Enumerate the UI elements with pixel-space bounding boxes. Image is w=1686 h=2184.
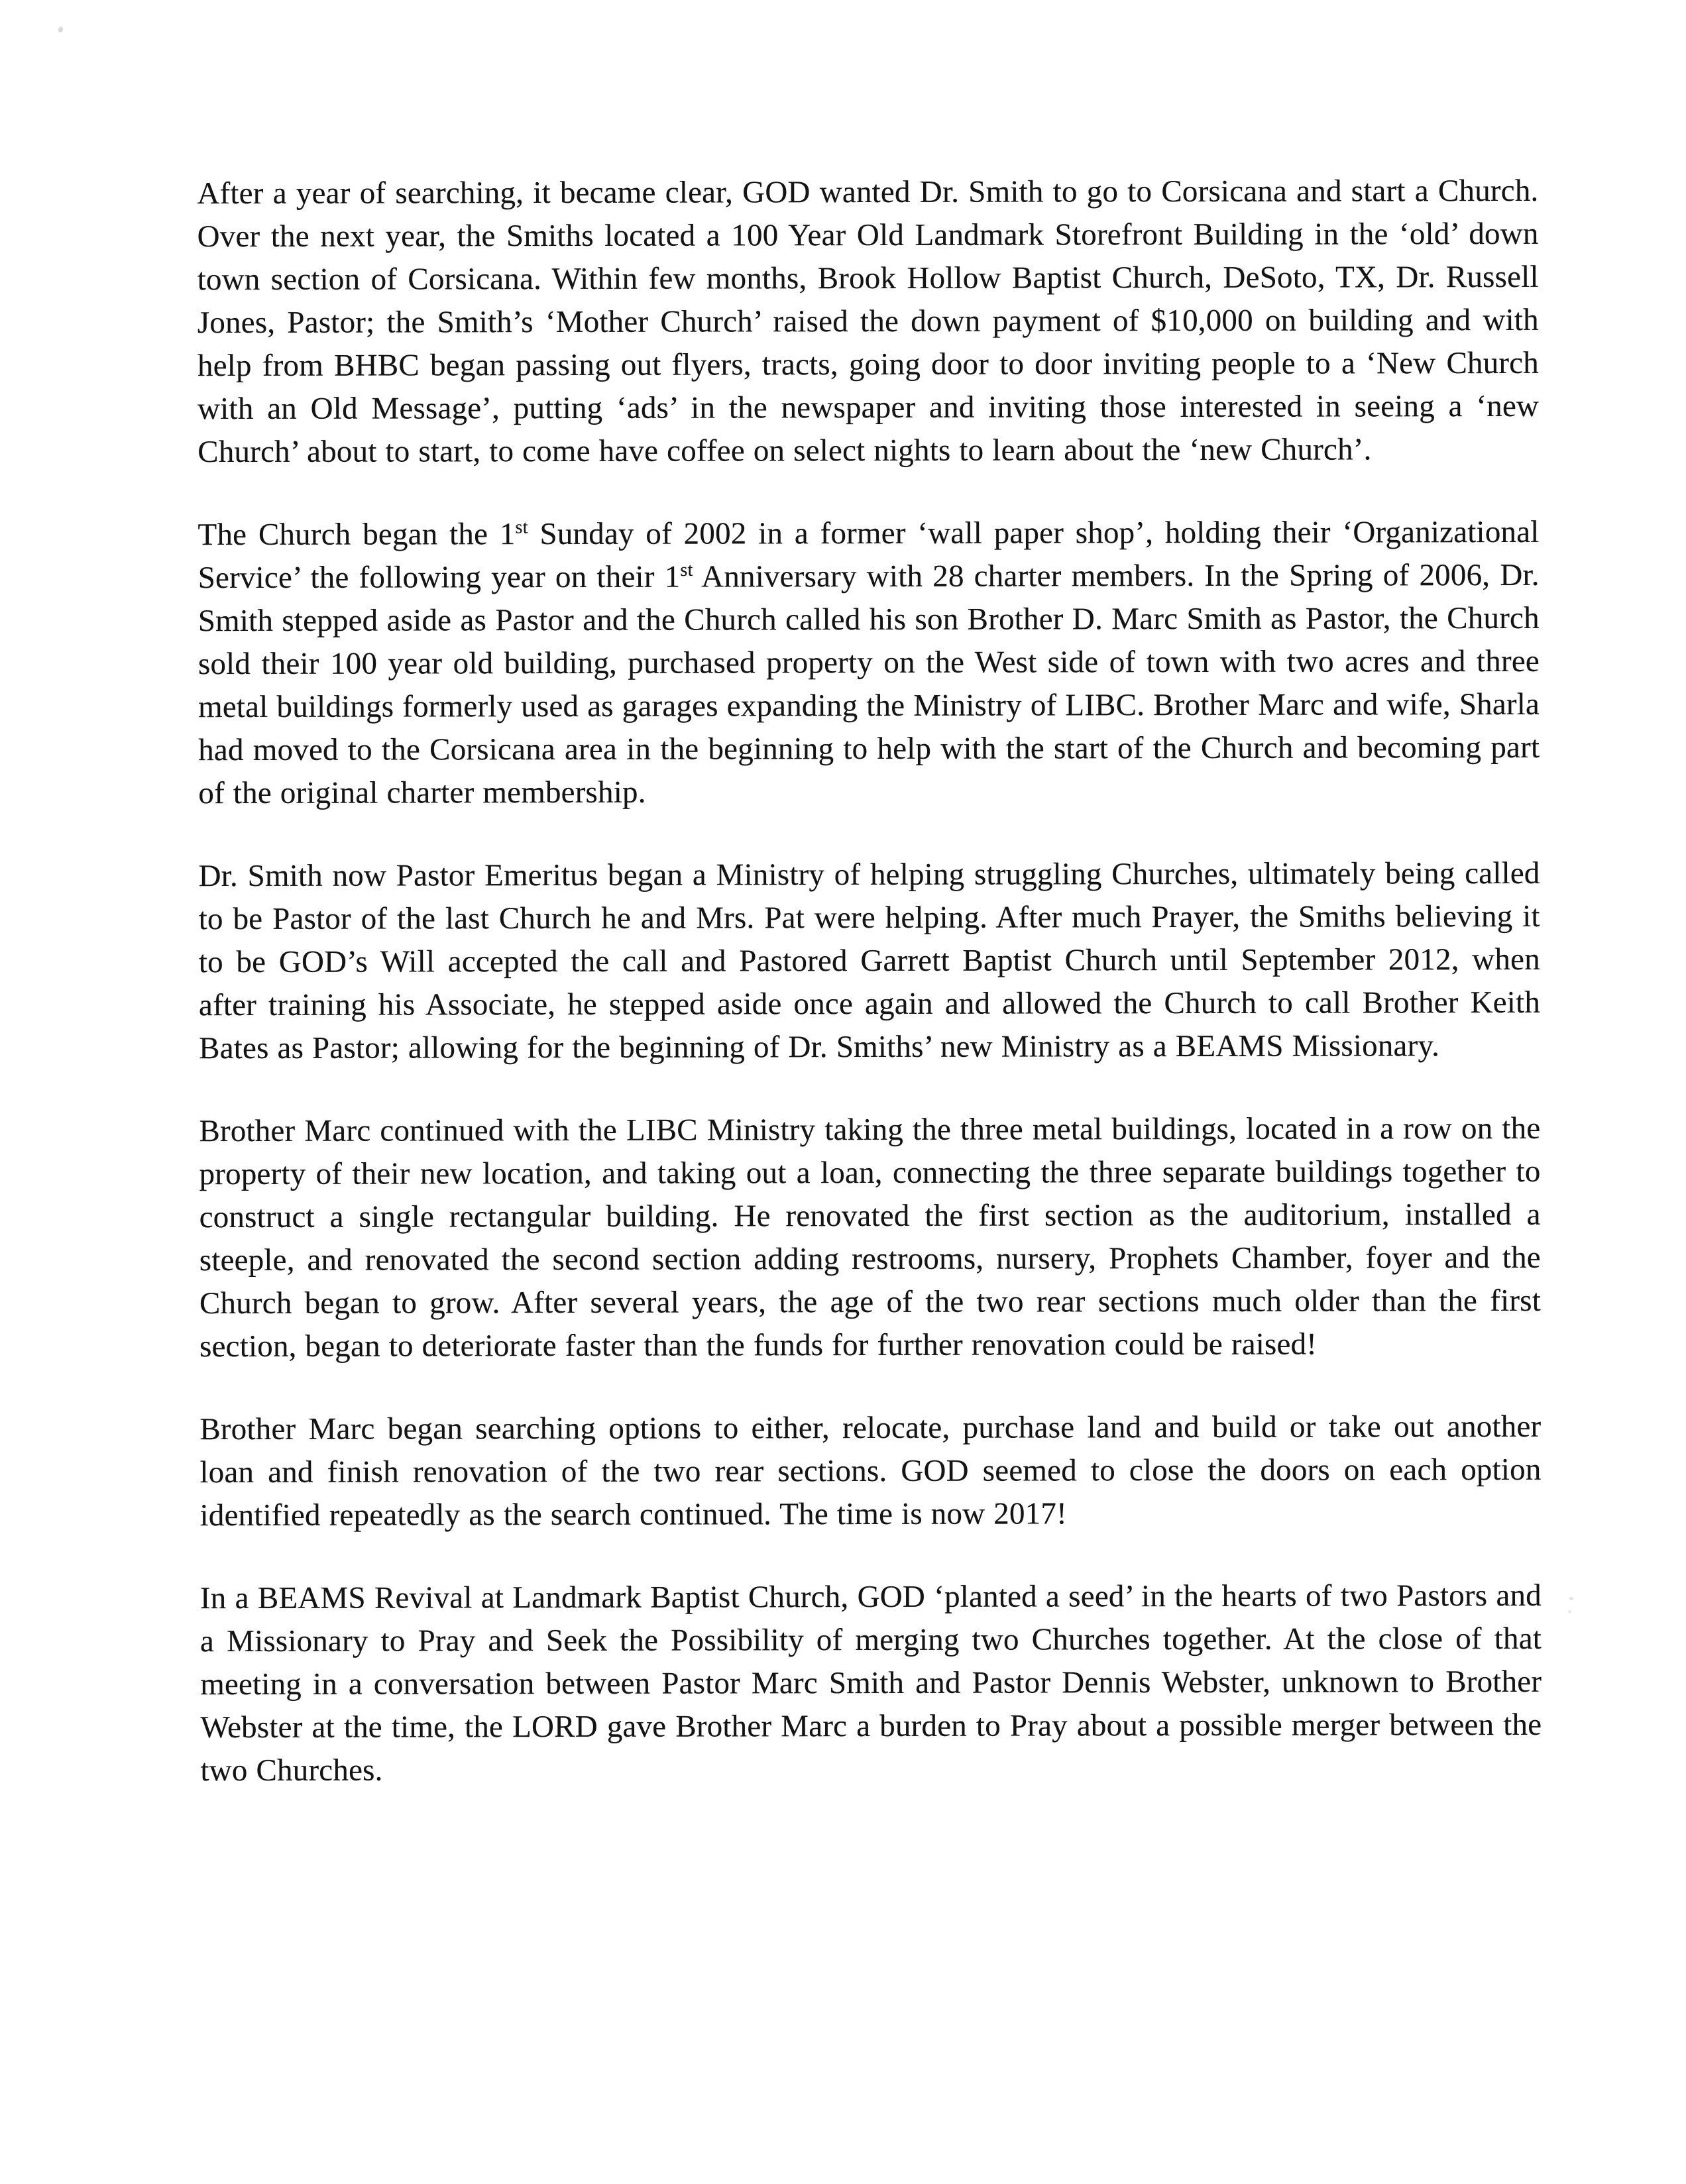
- paragraph-5: Brother Marc began searching options to either, relocate, purchase land and build or take out another loan and finish renovation of the two rear sections. GOD seemed to close the doors on each option identified repeatedly as the search continued. The time is now 2017!: [199, 1409, 1542, 1533]
- scan-speck: [57, 26, 64, 33]
- paragraph-2: The Church began the 1st Sunday of 2002 in a former ‘wall paper shop’, holding their ‘Organizational Service’ the following year on their 1st Anniversary with 28 charter members. In the Spring of 2006, Dr. Smith stepped aside as Pastor and the Church called his son Brother D. Marc Smith as Pastor, the Church sold their 100 year old building, purchased property on the West side of town with two acres and three metal buildings formerly used as garages expanding the Ministry of LIBC. Brother Marc and wife, Sharla had moved to the Corsicana area in the beginning to help with the start of the Church and becoming part of the original charter membership.: [197, 514, 1540, 811]
- scan-speck: [1568, 1610, 1571, 1613]
- text-block: [197, 170, 1542, 1832]
- paragraph-6: In a BEAMS Revival at Landmark Baptist Church, GOD ‘planted a seed’ in the hearts of two Pastors and a Missionary to Pray and Seek the Possibility of merging two Churches together. At the close of that meeting in a conversation between Pastor Marc Smith and Pastor Dennis Webster, unknown to Brother Webster at the time, the LORD gave Brother Marc a burden to Pray about a possible merger between the two Churches.: [199, 1578, 1542, 1788]
- paragraph-3: Dr. Smith now Pastor Emeritus began a Ministry of helping struggling Churches, ultimately being called to be Pastor of the last Church he and Mrs. Pat were helping. After much Prayer, the Smiths believing it to be GOD’s Will accepted the call and Pastored Garrett Baptist Church until September 2012, when after training his Associate, he stepped aside once again and allowed the Church to call Brother Keith Bates as Pastor; allowing for the beginning of Dr. Smiths’ new Ministry as a BEAMS Missionary.: [198, 855, 1541, 1066]
- paragraph-4: Brother Marc continued with the LIBC Ministry taking the three metal buildings, located in a row on the property of their new location, and taking out a loan, connecting the three separate buildings together to construct a single rectangular building. He renovated the first section as the auditorium, installed a steeple, and renovated the second section adding restrooms, nursery, Prophets Chamber, foyer and the Church began to grow. After several years, the age of the two rear sections much older than the first section, began to deteriorate faster than the funds for further renovation could be raised!: [199, 1111, 1542, 1364]
- paragraph-1: After a year of searching, it became clear, GOD wanted Dr. Smith to go to Corsicana and start a Church. Over the next year, the Smiths located a 100 Year Old Landmark Storefront Building in the ‘old’ down town section of Corsicana. Within few months, Brook Hollow Baptist Church, DeSoto, TX, Dr. Russell Jones, Pastor; the Smith’s ‘Mother Church’ raised the down payment of $10,000 on building and with help from BHBC began passing out flyers, tracts, going door to door inviting people to a ‘New Church with an Old Message’, putting ‘ads’ in the newspaper and inviting those interested in seeing a ‘new Church’ about to start, to come have coffee on select nights to learn about the ‘new Church’.: [197, 173, 1540, 470]
- scan-speck: [1569, 1597, 1573, 1600]
